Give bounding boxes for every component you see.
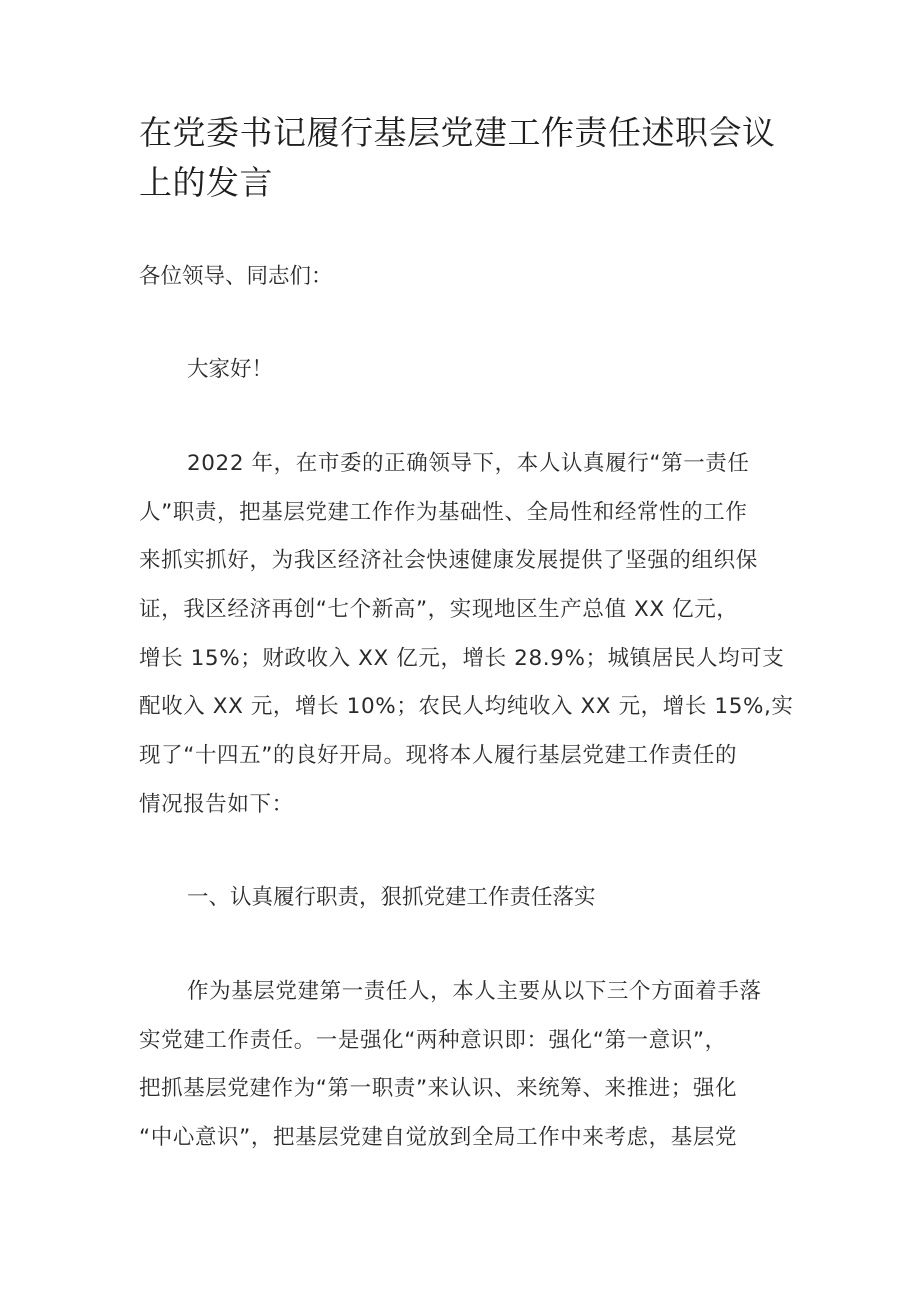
title-line-1: 在党委书记履行基层党建工作责任述职会议 bbox=[139, 113, 776, 152]
body2-line-1: 作为基层党建第一责任人，本人主要从以下三个方面着手落 bbox=[187, 979, 762, 1004]
title-line-2: 上的发言 bbox=[139, 163, 273, 202]
body1-line-7: 现了“十四五”的良好开局。现将本人履行基层党建工作责任的 bbox=[139, 743, 738, 769]
section-heading-1-text: 一、认真履行职责，狠抓党建工作责任落实 bbox=[187, 885, 596, 910]
body1-line-3: 来抓实抓好，为我区经济社会快速健康发展提供了坚强的组织保 bbox=[139, 548, 758, 574]
section-heading-1 bbox=[139, 874, 799, 923]
body1-line-8: 情况报告如下： bbox=[139, 791, 294, 817]
hello-text: 大家好！ bbox=[187, 357, 274, 382]
body2-line-3: 把抓基层党建作为“第一职责”来认识、来统筹、来推进；强化 bbox=[139, 1076, 738, 1102]
body-paragraph-2 bbox=[139, 968, 799, 1163]
body1-line-5: 增长 15%；财政收入 XX 亿元，增长 28.9%；城镇居民人均可支 bbox=[139, 645, 785, 671]
body-paragraph-1 bbox=[139, 440, 799, 830]
greeting-paragraph bbox=[139, 253, 799, 302]
body1-line-6: 配收入 XX 元，增长 10%；农民人均纯收入 XX 元，增长 15%,实 bbox=[139, 694, 794, 720]
body2-line-4: “中心意识”，把基层党建自觉放到全局工作中来考虑，基层党 bbox=[139, 1125, 738, 1151]
greeting-text: 各位领导、同志们： bbox=[139, 264, 333, 289]
hello-paragraph bbox=[139, 346, 799, 395]
body1-line-4: 证，我区经济再创“七个新高”，实现地区生产总值 XX 亿元， bbox=[139, 597, 739, 623]
body1-line-1: 2022 年，在市委的正确领导下，本人认真履行“第一责任 bbox=[187, 451, 750, 476]
document-title bbox=[139, 108, 789, 208]
body2-line-2: 实党建工作责任。一是强化“两种意识即：强化“第一意识”， bbox=[139, 1027, 727, 1053]
body1-line-2: 人”职责，把基层党建工作作为基础性、全局性和经常性的工作 bbox=[139, 499, 748, 525]
